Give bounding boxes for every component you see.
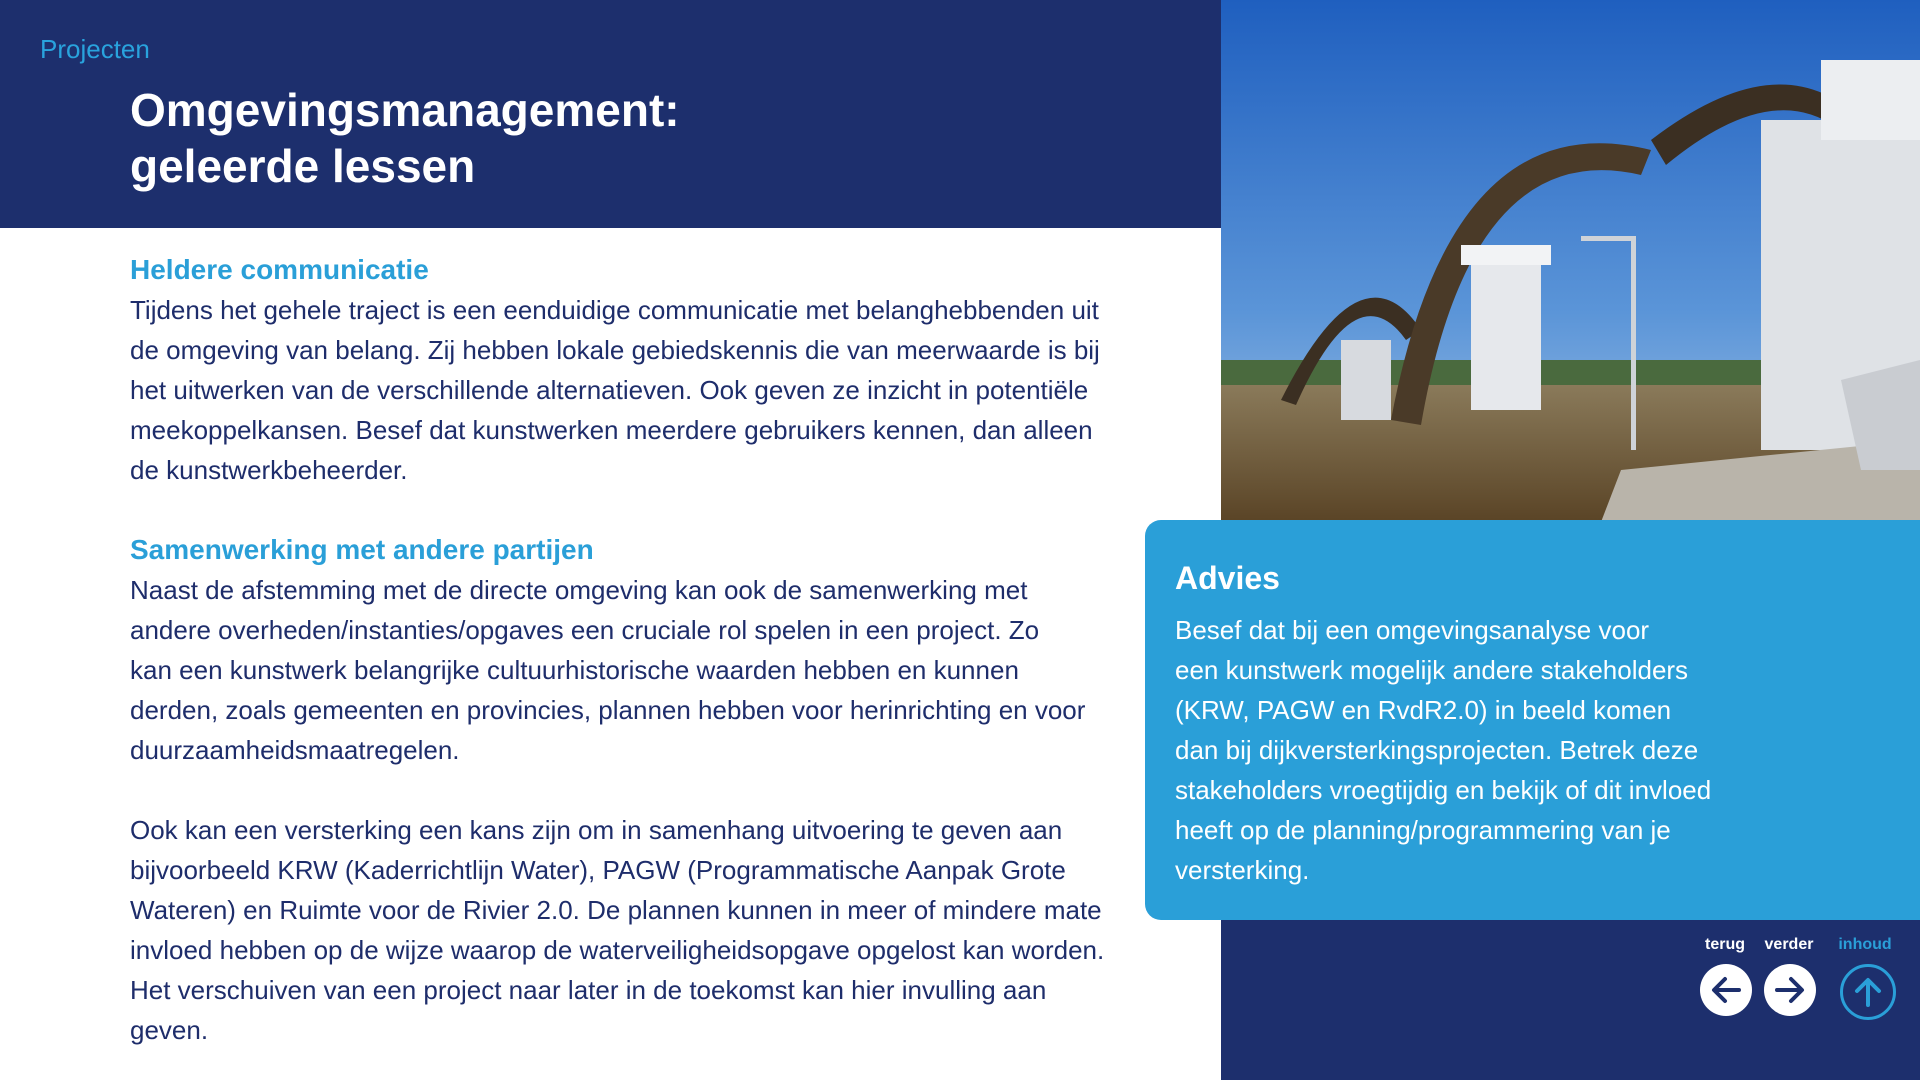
paragraph-collaboration bbox=[130, 570, 1130, 770]
section-kicker: Projecten bbox=[40, 34, 150, 64]
paragraph-opportunity bbox=[130, 810, 1130, 1050]
contents-button[interactable] bbox=[1840, 964, 1896, 1020]
advice-line: een kunstwerk mogelijk andere stakeholders bbox=[1175, 655, 1689, 685]
arrow-left-icon bbox=[1709, 973, 1743, 1007]
text-line: Ook kan een versterking een kans zijn om in samenhang uitvoering te geven aan bbox=[130, 815, 1063, 845]
text-line: kan een kunstwerk belangrijke cultuurhistorische waarden hebben en kunnen bbox=[130, 655, 1019, 685]
nav-back-label[interactable]: terug bbox=[1705, 936, 1745, 953]
text-line: andere overheden/instanties/opgaves een cruciale rol spelen in een project. Zo bbox=[130, 615, 1040, 645]
text-line: Wateren) en Ruimte voor de Rivier 2.0. De plannen kunnen in meer of mindere mate bbox=[130, 895, 1102, 925]
advice-text bbox=[1175, 610, 1890, 890]
nav-next-label[interactable]: verder bbox=[1764, 936, 1814, 953]
text-line: duurzaamheidsmaatregelen. bbox=[130, 735, 460, 765]
text-line: bijvoorbeeld KRW (Kaderrichtlijn Water), PAGW (Programmatische Aanpak Grote bbox=[130, 855, 1066, 885]
section-heading-collaboration: Samenwerking met andere partijen bbox=[130, 534, 594, 565]
page-title-line-1: Omgevingsmanagement: bbox=[130, 84, 680, 136]
next-button[interactable] bbox=[1764, 964, 1816, 1016]
advice-title: Advies bbox=[1175, 560, 1280, 596]
text-line: derden, zoals gemeenten en provincies, plannen hebben voor herinrichting en voor bbox=[130, 695, 1086, 725]
text-line: Naast de afstemming met de directe omgeving kan ook de samenwerking met bbox=[130, 575, 1028, 605]
arrow-up-icon bbox=[1851, 975, 1885, 1009]
nav-contents-label[interactable]: inhoud bbox=[1838, 936, 1892, 953]
paragraph-communication bbox=[130, 290, 1130, 490]
text-line: de omgeving van belang. Zij hebben lokale gebiedskennis die van meerwaarde is bij bbox=[130, 335, 1100, 365]
arrow-right-icon bbox=[1773, 973, 1807, 1007]
advice-line: versterking. bbox=[1175, 855, 1310, 885]
section-heading-communication: Heldere communicatie bbox=[130, 254, 429, 285]
text-line: de kunstwerkbeheerder. bbox=[130, 455, 408, 485]
advice-line: stakeholders vroegtijdig en bekijk of dit invloed bbox=[1175, 775, 1712, 805]
advice-line: (KRW, PAGW en RvdR2.0) in beeld komen bbox=[1175, 695, 1672, 725]
text-line: meekoppelkansen. Besef dat kunstwerken meerdere gebruikers kennen, dan alleen bbox=[130, 415, 1093, 445]
weir-photo-illustration bbox=[1221, 0, 1920, 522]
text-line: Tijdens het gehele traject is een eenduidige communicatie met belanghebbenden uit bbox=[130, 295, 1099, 325]
text-line: het uitwerken van de verschillende alternatieven. Ook geven ze inzicht in potentiële bbox=[130, 375, 1089, 405]
advice-box bbox=[1145, 520, 1920, 920]
text-line: invloed hebben op de wijze waarop de waterveiligheidsopgave opgelost kan worden. bbox=[130, 935, 1105, 965]
page-title-line-2: geleerde lessen bbox=[130, 140, 476, 192]
weir-photo bbox=[1221, 0, 1920, 522]
text-line: Het verschuiven van een project naar later in de toekomst kan hier invulling aan geven. bbox=[130, 975, 1047, 1045]
back-button[interactable] bbox=[1700, 964, 1752, 1016]
page-title bbox=[130, 82, 680, 194]
header-band bbox=[0, 0, 1221, 228]
advice-line: dan bij dijkversterkingsprojecten. Betrek deze bbox=[1175, 735, 1699, 765]
main-content bbox=[130, 250, 1130, 1050]
advice-line: heeft op de planning/programmering van je bbox=[1175, 815, 1671, 845]
advice-line: Besef dat bij een omgevingsanalyse voor bbox=[1175, 615, 1650, 645]
